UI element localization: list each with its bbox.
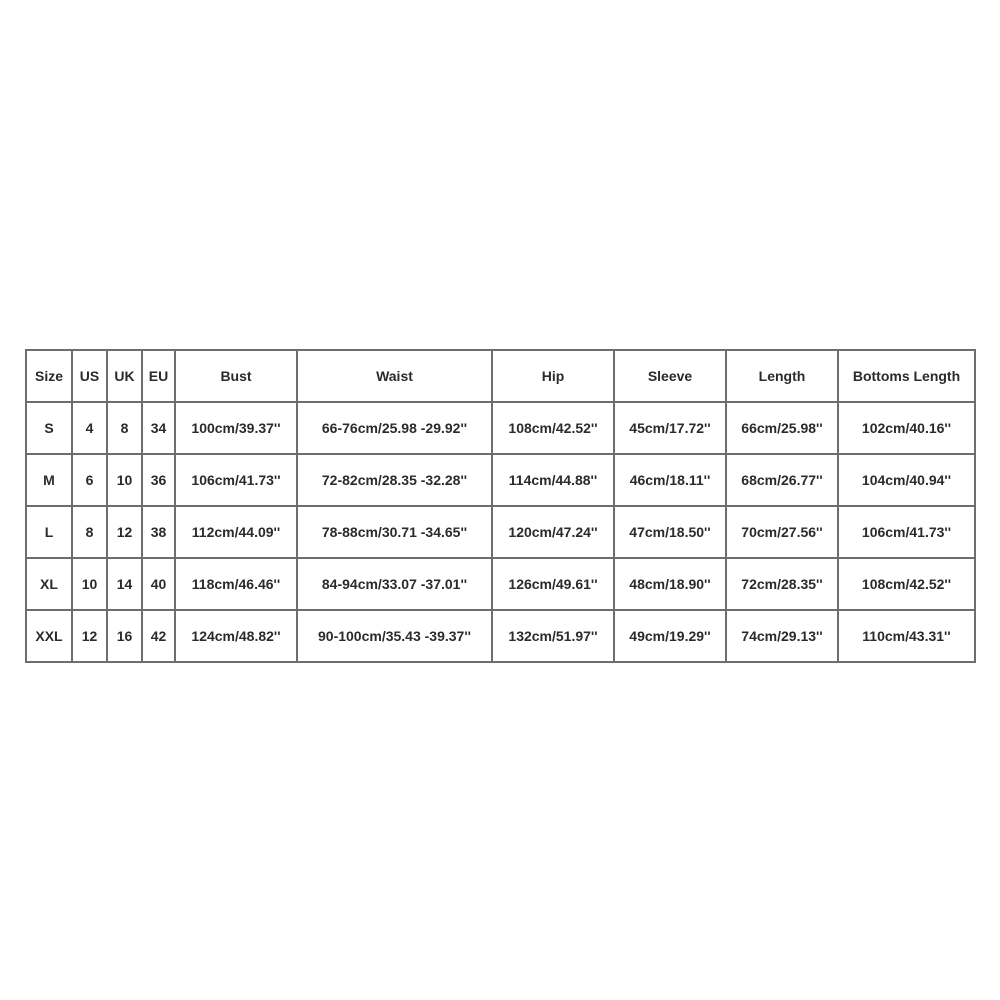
table-cell: S — [26, 402, 72, 454]
table-cell: 48cm/18.90'' — [614, 558, 726, 610]
table-cell: 49cm/19.29'' — [614, 610, 726, 662]
table-cell: 4 — [72, 402, 107, 454]
table-cell: 90-100cm/35.43 -39.37'' — [297, 610, 492, 662]
table-cell: 14 — [107, 558, 142, 610]
table-cell: 118cm/46.46'' — [175, 558, 297, 610]
table-cell: 66cm/25.98'' — [726, 402, 838, 454]
column-header-hip: Hip — [492, 350, 614, 402]
column-header-us: US — [72, 350, 107, 402]
table-cell: 66-76cm/25.98 -29.92'' — [297, 402, 492, 454]
table-cell: 104cm/40.94'' — [838, 454, 975, 506]
column-header-length: Length — [726, 350, 838, 402]
column-header-bust: Bust — [175, 350, 297, 402]
column-header-size: Size — [26, 350, 72, 402]
column-header-eu: EU — [142, 350, 175, 402]
table-row-xl — [26, 558, 975, 610]
table-cell: 70cm/27.56'' — [726, 506, 838, 558]
table-cell: 34 — [142, 402, 175, 454]
table-cell: 132cm/51.97'' — [492, 610, 614, 662]
table-cell: 46cm/18.11'' — [614, 454, 726, 506]
table-row-xxl — [26, 610, 975, 662]
table-cell: 47cm/18.50'' — [614, 506, 726, 558]
table-cell: 8 — [107, 402, 142, 454]
table-cell: 36 — [142, 454, 175, 506]
table-cell: 72-82cm/28.35 -32.28'' — [297, 454, 492, 506]
table-cell: 40 — [142, 558, 175, 610]
table-cell: 72cm/28.35'' — [726, 558, 838, 610]
table-cell: 102cm/40.16'' — [838, 402, 975, 454]
size-chart-table — [25, 349, 976, 663]
table-cell: 6 — [72, 454, 107, 506]
table-cell: 120cm/47.24'' — [492, 506, 614, 558]
table-cell: 16 — [107, 610, 142, 662]
column-header-bottoms-length: Bottoms Length — [838, 350, 975, 402]
table-cell: 8 — [72, 506, 107, 558]
table-cell: 108cm/42.52'' — [492, 402, 614, 454]
table-row-l — [26, 506, 975, 558]
table-cell: 10 — [107, 454, 142, 506]
table-cell: 114cm/44.88'' — [492, 454, 614, 506]
table-row-s — [26, 402, 975, 454]
column-header-sleeve: Sleeve — [614, 350, 726, 402]
table-cell: 124cm/48.82'' — [175, 610, 297, 662]
table-cell: M — [26, 454, 72, 506]
table-cell: 78-88cm/30.71 -34.65'' — [297, 506, 492, 558]
table-cell: 45cm/17.72'' — [614, 402, 726, 454]
column-header-uk: UK — [107, 350, 142, 402]
table-cell: XL — [26, 558, 72, 610]
table-cell: 74cm/29.13'' — [726, 610, 838, 662]
table-cell: 10 — [72, 558, 107, 610]
table-cell: 108cm/42.52'' — [838, 558, 975, 610]
table-cell: L — [26, 506, 72, 558]
table-cell: 100cm/39.37'' — [175, 402, 297, 454]
table-cell: 12 — [72, 610, 107, 662]
column-header-waist: Waist — [297, 350, 492, 402]
table-cell: 12 — [107, 506, 142, 558]
header-row — [26, 350, 975, 402]
table-cell: 42 — [142, 610, 175, 662]
table-cell: 110cm/43.31'' — [838, 610, 975, 662]
table-cell: 126cm/49.61'' — [492, 558, 614, 610]
table-cell: 112cm/44.09'' — [175, 506, 297, 558]
table-row-m — [26, 454, 975, 506]
table-cell: 68cm/26.77'' — [726, 454, 838, 506]
table-cell: 106cm/41.73'' — [838, 506, 975, 558]
table-cell: 84-94cm/33.07 -37.01'' — [297, 558, 492, 610]
table-cell: 38 — [142, 506, 175, 558]
table-cell: XXL — [26, 610, 72, 662]
table-cell: 106cm/41.73'' — [175, 454, 297, 506]
